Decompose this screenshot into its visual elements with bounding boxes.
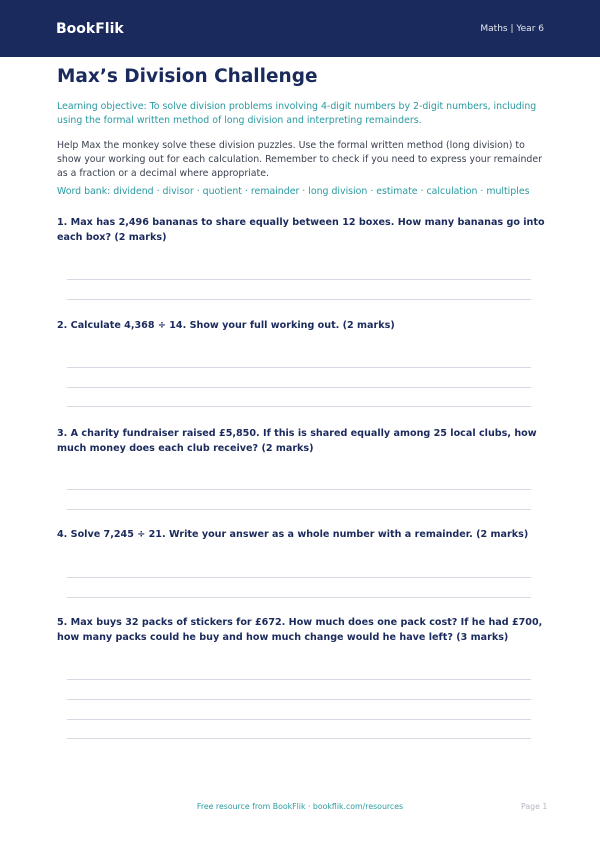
- learning-objective: Learning objective: To solve division problems involving 4-digit numbers by 2-digit numbers, including using the formal written method of long division and interpreting remainders.: [57, 101, 537, 126]
- answer-line[interactable]: [67, 577, 531, 578]
- answer-line[interactable]: [67, 279, 531, 280]
- question-2: 2. Calculate 4,368 ÷ 14. Show your full working out. (2 marks): [57, 320, 395, 331]
- answer-line[interactable]: [67, 509, 531, 510]
- page-header: [0, 0, 600, 57]
- answer-line[interactable]: [67, 738, 531, 739]
- footer-credit: Free resource from BookFlik · bookflik.com/resources: [196, 802, 404, 811]
- page-number: Page 1: [521, 802, 548, 811]
- instructions: Help Max the monkey solve these division puzzles. Use the formal written method (long division) to show your working out for each calculation. Remember to check if you need to express your remainder as a fraction or a decimal where appropriate.: [57, 140, 542, 179]
- answer-line[interactable]: [67, 489, 531, 490]
- question-4: 4. Solve 7,245 ÷ 21. Write your answer as a whole number with a remainder. (2 marks): [57, 529, 529, 540]
- answer-line[interactable]: [67, 367, 531, 368]
- answer-line[interactable]: [67, 387, 531, 388]
- answer-line[interactable]: [67, 679, 531, 680]
- answer-line[interactable]: [67, 719, 531, 720]
- question-5: 5. Max buys 32 packs of stickers for £672. How much does one pack cost? If he had £700, how many packs could he buy and how much change would he have left? (3 marks): [57, 617, 543, 643]
- word-bank: Word bank: dividend · divisor · quotient · remainder · long division · estimate · calculation · multiples: [57, 186, 530, 197]
- answer-line[interactable]: [67, 699, 531, 700]
- brand-logo: BookFlik: [56, 20, 124, 37]
- question-1: 1. Max has 2,496 bananas to share equally between 12 boxes. How many bananas go into each box? (2 marks): [57, 217, 545, 243]
- worksheet-title: Max’s Division Challenge: [57, 66, 318, 87]
- question-3: 3. A charity fundraiser raised £5,850. If this is shared equally among 25 local clubs, how much money does each club receive? (2 marks): [57, 428, 537, 454]
- subject-year-label: Maths | Year 6: [480, 23, 544, 34]
- answer-line[interactable]: [67, 406, 531, 407]
- answer-line[interactable]: [67, 597, 531, 598]
- answer-line[interactable]: [67, 299, 531, 300]
